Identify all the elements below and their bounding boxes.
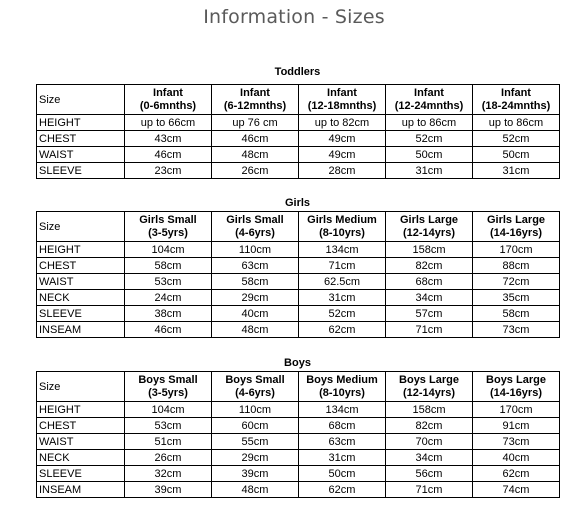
table-cell: 50cm (386, 147, 473, 163)
table-cell: 52cm (386, 131, 473, 147)
table-header-row (37, 372, 560, 402)
table-cell: 52cm (299, 306, 386, 322)
table-cell: 34cm (386, 450, 473, 466)
boys-size-table (36, 371, 560, 498)
table-cell: 158cm (386, 242, 473, 258)
table-cell: 104cm (125, 402, 212, 418)
table-row (37, 258, 560, 274)
row-label: SLEEVE (37, 163, 125, 179)
table-row (37, 131, 560, 147)
table-row (37, 322, 560, 338)
table-cell: 53cm (125, 418, 212, 434)
table-cell: 32cm (125, 466, 212, 482)
table-cell: 170cm (473, 242, 560, 258)
toddlers-size-table (36, 84, 560, 179)
table-cell: 39cm (212, 466, 299, 482)
table-cell: 31cm (473, 163, 560, 179)
size-column-header: Size (37, 212, 125, 242)
column-header: Girls Small (3-5yrs) (125, 212, 212, 242)
column-header: Girls Large (12-14yrs) (386, 212, 473, 242)
table-cell: 29cm (212, 290, 299, 306)
table-cell: 70cm (386, 434, 473, 450)
table-cell: 48cm (212, 147, 299, 163)
table-cell: 62.5cm (299, 274, 386, 290)
column-header: Girls Large (14-16yrs) (473, 212, 560, 242)
table-cell: 46cm (212, 131, 299, 147)
column-header: Boys Large (14-16yrs) (473, 372, 560, 402)
table-row (37, 402, 560, 418)
table-row (37, 274, 560, 290)
column-header: Boys Medium (8-10yrs) (299, 372, 386, 402)
table-cell: 68cm (299, 418, 386, 434)
table-cell: 58cm (125, 258, 212, 274)
table-cell: 158cm (386, 402, 473, 418)
table-cell: 35cm (473, 290, 560, 306)
table-row (37, 450, 560, 466)
row-label: WAIST (37, 274, 125, 290)
table-cell: 31cm (299, 450, 386, 466)
table-row (37, 290, 560, 306)
table-row (37, 115, 560, 131)
section-title-toddlers: Toddlers (274, 66, 321, 78)
table-cell: 68cm (386, 274, 473, 290)
table-cell: 58cm (473, 306, 560, 322)
table-cell: 57cm (386, 306, 473, 322)
table-row (37, 466, 560, 482)
table-cell: 29cm (212, 450, 299, 466)
table-cell: up to 86cm (386, 115, 473, 131)
row-label: INSEAM (37, 322, 125, 338)
section-title-boys: Boys (284, 357, 311, 369)
table-cell: up to 66cm (125, 115, 212, 131)
table-cell: 52cm (473, 131, 560, 147)
table-cell: 53cm (125, 274, 212, 290)
row-label: INSEAM (37, 482, 125, 498)
table-cell: 31cm (299, 290, 386, 306)
row-label: NECK (37, 450, 125, 466)
table-cell: 62cm (299, 322, 386, 338)
column-header: Boys Small (3-5yrs) (125, 372, 212, 402)
table-cell: 71cm (299, 258, 386, 274)
table-cell: 49cm (299, 147, 386, 163)
row-label: SLEEVE (37, 466, 125, 482)
table-row (37, 242, 560, 258)
table-cell: 71cm (386, 322, 473, 338)
table-cell: 26cm (125, 450, 212, 466)
table-row (37, 418, 560, 434)
table-cell: 104cm (125, 242, 212, 258)
table-cell: 134cm (299, 402, 386, 418)
table-cell: 50cm (473, 147, 560, 163)
table-cell: 74cm (473, 482, 560, 498)
row-label: HEIGHT (37, 115, 125, 131)
section-title-girls: Girls (284, 197, 311, 209)
table-cell: 50cm (299, 466, 386, 482)
table-cell: 46cm (125, 147, 212, 163)
table-cell: 26cm (212, 163, 299, 179)
column-header: Infant (6-12mnths) (212, 85, 299, 115)
table-header-row (37, 85, 560, 115)
table-cell: 72cm (473, 274, 560, 290)
table-cell: 56cm (386, 466, 473, 482)
table-cell: 63cm (212, 258, 299, 274)
table-cell: 60cm (212, 418, 299, 434)
table-cell: 40cm (473, 450, 560, 466)
table-cell: 43cm (125, 131, 212, 147)
row-label: SLEEVE (37, 306, 125, 322)
table-cell: 63cm (299, 434, 386, 450)
table-cell: 91cm (473, 418, 560, 434)
table-row (37, 434, 560, 450)
table-cell: 73cm (473, 322, 560, 338)
row-label: HEIGHT (37, 402, 125, 418)
table-cell: 62cm (473, 466, 560, 482)
row-label: CHEST (37, 418, 125, 434)
table-cell: 170cm (473, 402, 560, 418)
table-cell: 46cm (125, 322, 212, 338)
table-cell: 49cm (299, 131, 386, 147)
table-cell: up to 82cm (299, 115, 386, 131)
column-header: Infant (12-24mnths) (386, 85, 473, 115)
table-cell: up to 86cm (473, 115, 560, 131)
table-cell: 40cm (212, 306, 299, 322)
table-cell: 110cm (212, 402, 299, 418)
size-column-header: Size (37, 85, 125, 115)
size-column-header: Size (37, 372, 125, 402)
row-label: HEIGHT (37, 242, 125, 258)
page-title: Information - Sizes (203, 6, 385, 28)
table-cell: 110cm (212, 242, 299, 258)
table-cell: 55cm (212, 434, 299, 450)
table-row (37, 147, 560, 163)
girls-size-table (36, 211, 560, 338)
column-header: Girls Small (4-6yrs) (212, 212, 299, 242)
table-cell: 23cm (125, 163, 212, 179)
table-cell: 134cm (299, 242, 386, 258)
table-cell: 88cm (473, 258, 560, 274)
table-cell: 82cm (386, 258, 473, 274)
row-label: CHEST (37, 131, 125, 147)
table-cell: 24cm (125, 290, 212, 306)
table-cell: 31cm (386, 163, 473, 179)
table-cell: 34cm (386, 290, 473, 306)
column-header: Girls Medium (8-10yrs) (299, 212, 386, 242)
table-cell: 28cm (299, 163, 386, 179)
column-header: Infant (12-18mnths) (299, 85, 386, 115)
table-cell: 73cm (473, 434, 560, 450)
row-label: CHEST (37, 258, 125, 274)
table-cell: 38cm (125, 306, 212, 322)
table-row (37, 482, 560, 498)
column-header: Infant (0-6mnths) (125, 85, 212, 115)
row-label: WAIST (37, 147, 125, 163)
table-cell: 82cm (386, 418, 473, 434)
table-row (37, 306, 560, 322)
table-header-row (37, 212, 560, 242)
table-cell: 39cm (125, 482, 212, 498)
row-label: WAIST (37, 434, 125, 450)
table-cell: 48cm (212, 482, 299, 498)
table-cell: 58cm (212, 274, 299, 290)
row-label: NECK (37, 290, 125, 306)
table-cell: up 76 cm (212, 115, 299, 131)
table-row (37, 163, 560, 179)
table-cell: 48cm (212, 322, 299, 338)
table-cell: 51cm (125, 434, 212, 450)
table-cell: 71cm (386, 482, 473, 498)
column-header: Boys Small (4-6yrs) (212, 372, 299, 402)
column-header: Boys Large (12-14yrs) (386, 372, 473, 402)
column-header: Infant (18-24mnths) (473, 85, 560, 115)
table-cell: 62cm (299, 482, 386, 498)
